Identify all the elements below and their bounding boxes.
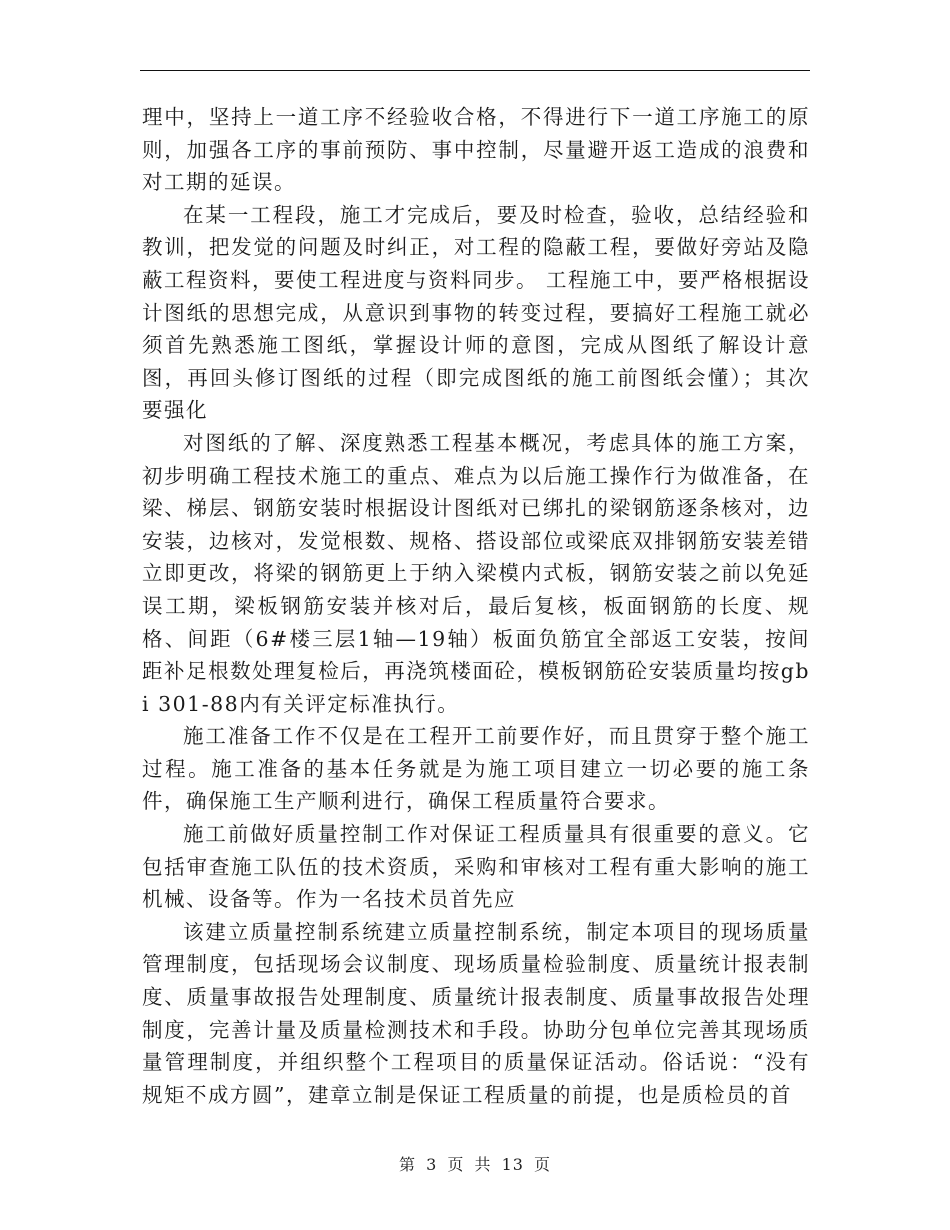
paragraph-1: 理中，坚持上一道工序不经验收合格，不得进行下一道工序施工的原则，加强各工序的事前预防、事中控制，尽量避开返工造成的浪费和对工期的延误。	[142, 105, 810, 195]
footer-suffix: 页	[534, 1155, 552, 1174]
footer-total-pages: 13	[501, 1155, 524, 1174]
paragraph-4: 施工准备工作不仅是在工程开工前要作好，而且贯穿于整个施工过程。施工准备的基本任务就是为施工项目建立一切必要的施工条件，确保施工生产顺利进行，确保工程质量符合要求。	[142, 724, 810, 814]
paragraph-6: 该建立质量控制系统建立质量控制系统，制定本项目的现场质量管理制度，包括现场会议制度、现场质量检验制度、质量统计报表制度、质量事故报告处理制度、质量统计报表制度、质量事故报告处理制度，完善计量及质量检测技术和手段。协助分包单位完善其现场质量管理制度，并组织整个工程项目的质量保证活动。俗话说：“没有规矩不成方圆”，建章立制是保证工程质量的前提，也是质检员的首	[142, 919, 810, 1107]
paragraph-3: 对图纸的了解、深度熟悉工程基本概况，考虑具体的施工方案，初步明确工程技术施工的重点、难点为以后施工操作行为做准备，在梁、梯层、钢筋安装时根据设计图纸对已绑扎的梁钢筋逐条核对，边安装，边核对，发觉根数、规格、搭设部位或梁底双排钢筋安装差错立即更改，将梁的钢筋更上于纳入梁模内式板，钢筋安装之前以免延误工期，梁板钢筋安装并核对后，最后复核，板面钢筋的长度、规格、间距（6#楼三层1轴—19轴）板面负筋宜全部返工安装，按间距补足根数处理复检后，再浇筑楼面砼，模板钢筋砼安装质量均按gbi 301-88内有关评定标准执行。	[142, 430, 810, 716]
paragraph-5: 施工前做好质量控制工作对保证工程质量具有很重要的意义。它包括审查施工队伍的技术资质，采购和审核对工程有重大影响的施工机械、设备等。作为一名技术员首先应	[142, 822, 810, 912]
footer-current-page: 3	[426, 1155, 438, 1174]
footer-prefix: 第	[398, 1155, 416, 1174]
header-rule	[140, 70, 810, 71]
paragraph-2: 在某一工程段，施工才完成后，要及时检查，验收，总结经验和教训，把发觉的问题及时纠正，对工程的隐蔽工程，要做好旁站及隐蔽工程资料，要使工程进度与资料同步。 工程施工中，要严格根据设计图纸的思想完成，从意识到事物的转变过程，要搞好工程施工就必须首先熟悉施工图纸，掌握设计师的意图，完成从图纸了解设计意图，再回头修订图纸的过程（即完成图纸的施工前图纸会懂）；其次要强化	[142, 202, 811, 423]
footer-page-word: 页	[447, 1155, 465, 1174]
footer-total-word: 共	[474, 1155, 492, 1174]
document-body	[142, 101, 810, 1111]
page-footer	[0, 1152, 950, 1175]
